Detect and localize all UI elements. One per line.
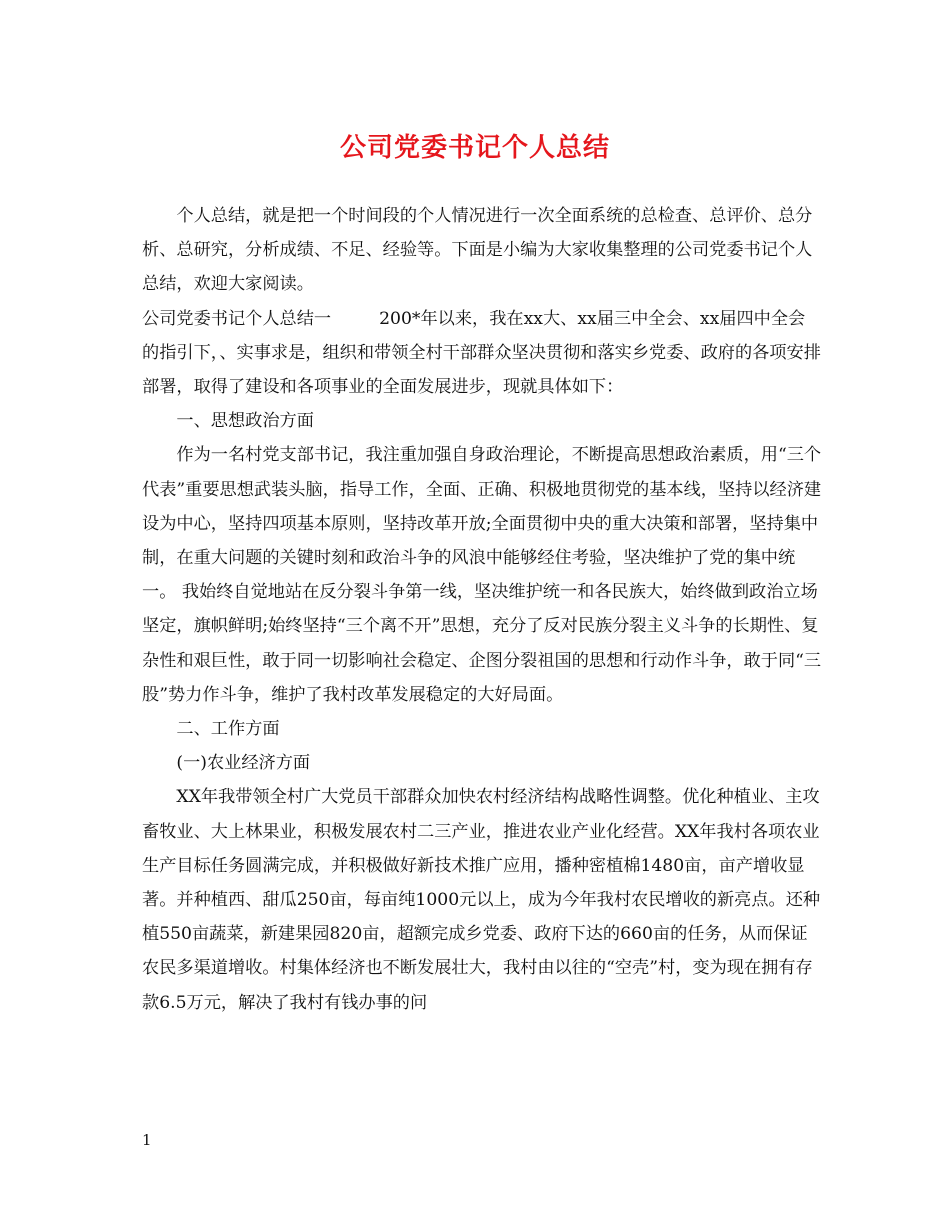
document-title: 公司党委书记个人总结 xyxy=(339,133,610,163)
document-body xyxy=(142,199,822,1020)
heading-agriculture: (一)农业经济方面 xyxy=(176,753,311,774)
page-number: 1 xyxy=(142,1131,152,1149)
political-paragraph: 作为一名村党支部书记，我注重加强自身政治理论，不断提高思想政治素质，用“三个代表”重要思想武装头脑，指导工作，全面、正确、积极地贯彻党的基本线，坚持以经济建设为中心，坚持四项基本原则，坚持改革开放;全面贯彻中央的重大决策和部署，坚持集中制，在重大问题的关键时刻和政治斗争的风浪中能够经住考验，坚决维护了党的集中统一。 我始终自觉地站在反分裂斗争第一线，坚决维护统一和各民族大，始终做到政治立场坚定，旗帜鲜明;始终坚持“三个离不开”思想，充分了反对民族分裂主义斗争的长期性、复杂性和艰巨性，敢于同一切影响社会稳定、企图分裂祖国的思想和行动作斗争，敢于同“三股”势力作斗争，维护了我村改革发展稳定的大好局面。 xyxy=(142,445,822,705)
section-label: 公司党委书记个人总结一 xyxy=(142,308,332,329)
heading-work: 二、工作方面 xyxy=(176,719,280,740)
section-one-paragraph xyxy=(142,302,822,405)
heading-political: 一、思想政治方面 xyxy=(176,411,314,432)
agriculture-paragraph: XX年我带领全村广大党员干部群众加快农村经济结构战略性调整。优化种植业、主攻畜牧业、大上林果业，积极发展农村二三产业，推进农业产业化经营。XX年我村各项农业生产目标任务圆满完成，并积极做好新技术推广应用，播种密植棉1480亩，亩产增收显著。并种植西、甜瓜250亩，每亩纯1000元以上，成为今年我村农民增收的新亮点。还种植550亩蔬菜，新建果园820亩，超额完成乡党委、政府下达的660亩的任务，从而保证农民多渠道增收。村集体经济也不断发展壮大，我村由以往的“空壳”村，变为现在拥有存款6.5万元，解决了我村有钱办事的问 xyxy=(142,787,821,1013)
opening-text: 200*年以来，我在xx大、xx届三中全会、xx届四中全会的指引下，、实事求是，组织和带领全村干部群众坚决贯彻和落实乡党委、政府的各项安排部署，取得了建设和各项事业的全面发展进步，现就具体如下： xyxy=(142,308,821,398)
intro-paragraph: 个人总结，就是把一个时间段的个人情况进行一次全面系统的总检查、总评价、总分析、总研究，分析成绩、不足、经验等。下面是小编为大家收集整理的公司党委书记个人总结，欢迎大家阅读。 xyxy=(142,206,813,295)
